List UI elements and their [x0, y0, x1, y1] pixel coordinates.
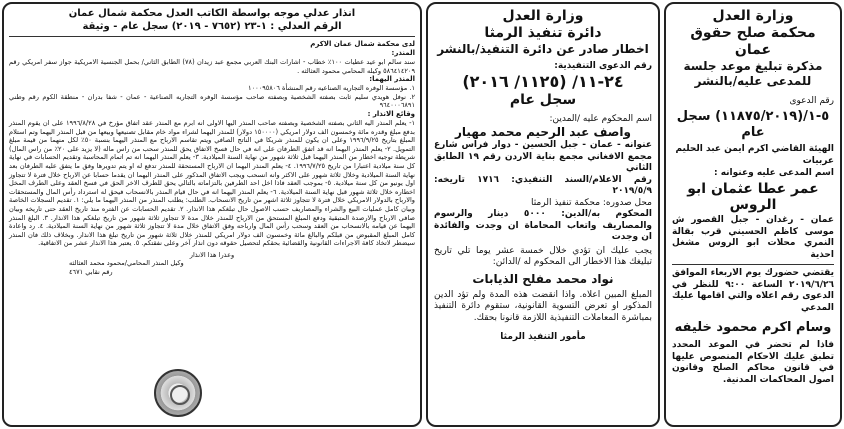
sender-label: المنذر: — [391, 49, 415, 57]
document-number: رقم الاعلام/السند التنفيذي: ١٧١٦ تاريخه: ٢٠١٩/٥/٩ — [434, 174, 652, 196]
judgment-amount: المحكوم به/الدين: ٥٠٠٠ دينار والرسوم والمصاريف واتعاب المحاماة ان وجدت والفائدة ان وجدت — [434, 209, 653, 242]
official-seal-icon — [154, 369, 202, 417]
debtor-label: اسم المحكوم عليه /المدين: — [549, 114, 652, 124]
hearing-notice: يقتضي حضورك يوم الاربعاء الموافق ٢٠١٩/٦/٢٦ الساعة ٩:٠٠ للنظر في الدعوى رقم اعلاه والتي اقامها عليك المدعي — [672, 268, 835, 313]
notice-title: اخطار صادر عن دائرة التنفيذ/بالنشر — [437, 42, 649, 56]
department-name: دائرة تنفيذ الرمثا — [484, 25, 602, 41]
recipient-2: ٢. نوفل هويدي سليم ثابت بصفته الشخصية وبصفته صاحب مؤسسة الوفره التجاريه الصناعية - عمان - شفا بدران - منطقة الكوم رقم وطني ٩٦٤٠٠٠٦٨٩١ — [9, 92, 415, 110]
bar-membership: رقم نقابي ٤٦٧١ — [69, 268, 113, 277]
case-number: ٥-١/(١١٨٧٥/٢٠١٩) سجل عام — [676, 109, 830, 140]
closing-line: وعذرا هذا الانذار — [189, 250, 235, 259]
debtor-address: عنوانه - عمان - جبل الحسين - دوار فراس شارع مجمع الافغاني مجمع بناية الاردن رقم ١٩ الطابق الثاني — [434, 140, 652, 173]
warning-body: ١- يعلم المنذر اليه الثاني بصفته الشخصية وبصفته صاحب المنذر اليها الاولى انه ابرم مع المنذر عقد اتفاق مؤرخ في ١٩٩٦/٨/٢٨ على ان يقوم المنذر بدفع مبلغ وقدره مائة وخمسون الف دولار امريكي (١٥٠٠٠٠ دولار) للمنذر اليهما لشراء مواد خام مقابل تصنيعها وبيعها من قبل المنذر اليهما وتم استلام المبلغ بتاريخ ١٩٩٦/٩/٢٥ وعلى ان يكون للمنذر شريكا في الناتج الصافي ويتم تقاسم الارباح مع المنذر اليهما بنسبة ٥٠٪ لكل منهما من قيمة مبلغ التمويل. ٢- يعلم المنذر اليهما انه قد اتفق الطرفان على انه في حال فسخ الاتفاق يحق للمنذر سحب من راس ماله (لا يزيد على ٢٠٪ من راس المال) شريطة توجيه اخطار من المنذر اليهما قبل ثلاثة شهور من نهاية السنة الميلادية. ٣- يعلم المنذر اليهما انه تم اتمام المحاسبة وتقديم الحسابات في نهاية كل سنة ميلادية اعتبارا من تاريخ ١٩٩٦/٧/٢٥. ٤- يعلم المنذر اليهما ان الارباح المستحقة للمنذر تدفع له او يتم تدويرها وفق ما يتفق عليه الطرفان بعد نهاية السنة الميلادية وخلال ثلاثة شهور على الاكثر وانه انسحب ويجب الاتفاق المذكور على المنذر اليهما ان يقدما حسابا عن الارباح خلال فترة لا تتجاوز اول يونيو من كل سنة ميلادية. ٥- بموجب العقد فاذا اخل احد الطرفين بالتزاماته بالتالي يحق للطرف الاخر الحق في فسخ العقد وعلى الطرف المخل اخطاره خلال ثلاثة شهور قبل نهاية السنة الميلادية. ٦- يعلم المنذر اليهما انه في حال قيام المنذر بالانسحاب فيحق له استرداد رأس المال والمستحقات والارباح بالدولار الامريكي خلال فترة لا تتجاوز ثلاثة اشهر من تاريخ الانسحاب. الطلب: يطلب المنذر من المنذر اليهما ما يلي: ١. تقديم السجلات الخاصة وبيان كامل عمليات البيع والشراء والمصاريف حسب الاصول حال تبلغكم هذا الانذار. ٢. تقديم الحسابات عن الفتره منذ تاريخ العقد حتى تاريخه وبيان صافي الارباح والارصدة المتبقية ودفع المبلغ المستحق من الارباح للمنذر خلال مدة لا تتجاوز ثلاثة شهور من تاريخ تبلغكم هذا الانذار. ٣. البلغ المنذر اليهما عن قيامه بالانسحاب من العقد وسحب رأس المال وارباحه وفق الاتفاق خلال مدة لا تتجاوز ثلاثة شهور من نهاية السنة الميلادية. ٤. رد واعادة كامل المبلغ المقبوض من قبلكم والبالغ مائة وخمسون الف دولار امريكي للمنذر خلال ثلاثة شهور من تاريخ تبلغ هذا الانذار. وبخلاف ذلك فان المنذر سيضطر لاتخاذ كافة الاجراءات القانونية والقضائية بحقكم لتحصيل حقوقه دون انذار آخر وعلى نفقتكم. ٥. يعتبر هذا الانذار عشر من الاتفاقية. — [9, 118, 416, 248]
execution-notice-panel — [426, 2, 660, 427]
warning-title: انذار عدلي موجه بواسطة الكاتب العدل محكمة شمال عمان — [68, 8, 356, 19]
judge-panel: الهيئة القاضي اكرم ايمن عبد الحليم عربيات — [675, 144, 834, 166]
facts-label: وقائع الانذار : — [367, 109, 415, 118]
debtor-name: واصف عبد الرحيم محمد مهيار — [455, 125, 631, 139]
register-label: سجل عام — [509, 92, 577, 108]
notice-title: مذكرة تبليغ موعد جلسة للمدعى عليه/بالنشر — [683, 59, 823, 88]
recipient-1: ١. مؤسسة الوفره التجاريه الصناعيه رقم المنشأة ١٠٠٠٩٥٨٠٦ — [248, 84, 415, 93]
creditor-name: نواد محمد مفلح الذيابات — [472, 271, 614, 286]
defendant-address: عمان - رغدان - جبل القصور ش موسى كاظم الحسيني قرب بقالة النمري محلات ابو الروس مشغل احذية — [672, 215, 834, 260]
payment-notice: يجب عليك ان تؤدي خلال خمسة عشر يوما تلي تاريخ تبليغك هذا الاخطار الى المحكوم له /الدائن: — [434, 245, 652, 267]
signature: مأمور التنفيذ الرمثا — [500, 332, 586, 342]
notice-body: المبلغ المبين اعلاه. واذا انقضت هذه المدة ولم تؤد الدين المذكور او تعرض التسوية القانونية، ستقوم دائرة التنفيذ بمباشرة المعاملات التنفيذية اللازمة قانونا بحقك. — [434, 289, 652, 323]
legal-warning-panel — [2, 2, 422, 427]
notice-footer: فاذا لم تحضر في الموعد المحدد تطبق عليك الاحكام المنصوص عليها في قانون محاكم الصلح وقانون اصول المحاكمات المدنية. — [672, 340, 834, 385]
case-label: رقم الدعوى — [789, 96, 834, 106]
addressee: لدى محكمة شمال عمان الاكرم — [310, 40, 415, 48]
agent-name: وكيل المنذر المحامي/محمود محمد العثالثه — [69, 259, 184, 268]
ministry-heading: وزارة العدل — [502, 8, 584, 24]
divider — [9, 36, 415, 37]
ministry-heading: وزارة العدل — [712, 8, 794, 24]
case-number: ٢٤-١١/ (١١٢٥/ ٢٠١٦) — [462, 72, 624, 91]
court-name: محكمة صلح حقوق عمان — [690, 25, 816, 58]
court-notice-panel — [664, 2, 842, 427]
divider — [672, 264, 834, 265]
sender-details: سند سالم ابو عيد عطيات ١٠٠٪ خطاب - اشارات البنك العربي مجمع عبد زيدان (٧٨) الطابق الثاني/ بحمل الجنسية الامريكية جواز سفر امريكي رقم ٥٨٦٤١٤٢٠٩ وكيله المحامي محمود العثالثه . — [9, 58, 415, 75]
recipients-label: المنذر اليهما: — [369, 75, 415, 84]
defendant-label: اسم المدعى عليه وعنوانه : — [713, 168, 834, 178]
warning-number: الرقم العدلي : ١-٢٣ (٧٦٥٢ - ٢٠١٩) سجل عام - وثيقة — [82, 21, 342, 32]
defendant-name: عمر عطا عثمان ابو الروس — [687, 181, 819, 213]
issuing-court: محل صدوره: محكمة تنفيذ الرمثا — [530, 197, 652, 208]
plaintiff-name: وسام اكرم محمود خليفه — [674, 320, 832, 335]
case-label: رقم الدعوى التنفيذية: — [554, 61, 652, 71]
